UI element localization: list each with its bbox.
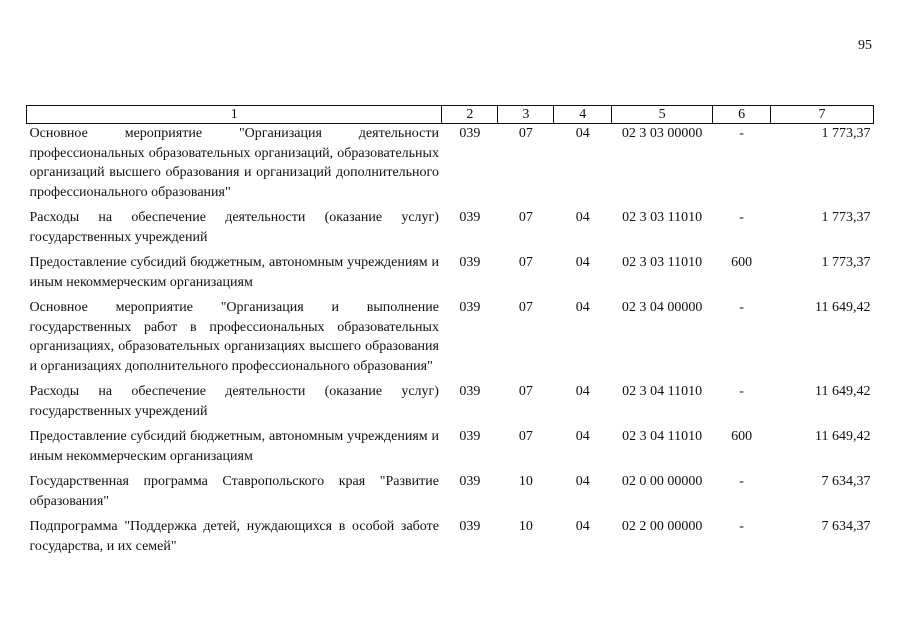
row-target: 02 2 00 00000 <box>621 519 703 534</box>
table-row <box>27 208 874 253</box>
row-ministry: 039 <box>459 300 481 315</box>
table-row <box>27 382 874 427</box>
header-row <box>27 106 874 124</box>
row-subsection: 04 <box>575 429 590 444</box>
row-name: Основное мероприятие "Организация деятельности профессиональных образовательных организаций, образовательных организаций высшего образования и организаций дополнительного профессионального образования" <box>29 126 439 200</box>
row-subsection: 04 <box>575 126 590 141</box>
row-ministry: 039 <box>459 429 481 444</box>
row-target: 02 3 03 11010 <box>622 255 703 270</box>
header-col-1: 1 <box>27 106 442 124</box>
row-amount: 7 634,37 <box>821 519 871 534</box>
row-amount: 11 649,42 <box>815 429 871 444</box>
table-row <box>27 253 874 298</box>
row-subsection: 04 <box>575 255 590 270</box>
row-expense-type: - <box>739 300 744 315</box>
row-ministry: 039 <box>459 126 481 141</box>
row-section: 07 <box>518 384 533 399</box>
row-subsection: 04 <box>575 300 590 315</box>
row-section: 10 <box>518 474 533 489</box>
row-expense-type: - <box>739 519 744 534</box>
row-subsection: 04 <box>575 519 590 534</box>
row-subsection: 04 <box>575 474 590 489</box>
row-ministry: 039 <box>459 210 481 225</box>
row-name: Расходы на обеспечение деятельности (оказание услуг) государственных учреждений <box>29 384 439 419</box>
row-section: 07 <box>518 255 533 270</box>
row-target: 02 0 00 00000 <box>621 474 703 489</box>
row-ministry: 039 <box>459 384 481 399</box>
header-col-6: 6 <box>713 106 771 124</box>
row-expense-type: - <box>739 474 744 489</box>
row-name: Государственная программа Ставропольского края "Развитие образования" <box>29 474 439 509</box>
row-amount: 7 634,37 <box>821 474 871 489</box>
row-subsection: 04 <box>575 210 590 225</box>
table-row <box>27 124 874 209</box>
row-amount: 1 773,37 <box>821 255 871 270</box>
row-ministry: 039 <box>459 255 481 270</box>
header-col-5: 5 <box>612 106 713 124</box>
row-target: 02 3 03 11010 <box>622 210 703 225</box>
budget-table <box>26 105 874 562</box>
row-name: Основное мероприятие "Организация и выполнение государственных работ в профессиональных образовательных организациях, образовательных организациях высшего образования и организациях дополнительного профессионального образования" <box>29 300 439 374</box>
row-amount: 11 649,42 <box>815 384 871 399</box>
row-target: 02 3 04 11010 <box>622 384 703 399</box>
row-target: 02 3 03 00000 <box>621 126 703 141</box>
row-name: Предоставление субсидий бюджетным, автономным учреждениям и иным некоммерческим организациям <box>29 429 439 464</box>
row-subsection: 04 <box>575 384 590 399</box>
row-ministry: 039 <box>459 474 481 489</box>
row-amount: 1 773,37 <box>821 126 871 141</box>
row-expense-type: 600 <box>731 255 753 270</box>
row-name: Расходы на обеспечение деятельности (оказание услуг) государственных учреждений <box>29 210 439 245</box>
row-section: 07 <box>518 126 533 141</box>
row-expense-type: - <box>739 210 744 225</box>
row-amount: 11 649,42 <box>815 300 871 315</box>
row-expense-type: 600 <box>731 429 753 444</box>
page-number: 95 <box>858 38 872 53</box>
row-ministry: 039 <box>459 519 481 534</box>
row-name: Подпрограмма "Поддержка детей, нуждающихся в особой заботе государства, и их семей" <box>29 519 439 554</box>
header-col-3: 3 <box>498 106 554 124</box>
table-row <box>27 472 874 517</box>
header-col-4: 4 <box>554 106 612 124</box>
header-col-7: 7 <box>771 106 874 124</box>
table-row <box>27 517 874 562</box>
table-row <box>27 427 874 472</box>
row-section: 07 <box>518 429 533 444</box>
row-name: Предоставление субсидий бюджетным, автономным учреждениям и иным некоммерческим организациям <box>29 255 439 290</box>
row-target: 02 3 04 00000 <box>621 300 703 315</box>
row-expense-type: - <box>739 384 744 399</box>
table-row <box>27 298 874 382</box>
row-section: 07 <box>518 210 533 225</box>
header-col-2: 2 <box>442 106 498 124</box>
row-amount: 1 773,37 <box>821 210 871 225</box>
row-expense-type: - <box>739 126 744 141</box>
row-target: 02 3 04 11010 <box>622 429 703 444</box>
row-section: 07 <box>518 300 533 315</box>
row-section: 10 <box>518 519 533 534</box>
